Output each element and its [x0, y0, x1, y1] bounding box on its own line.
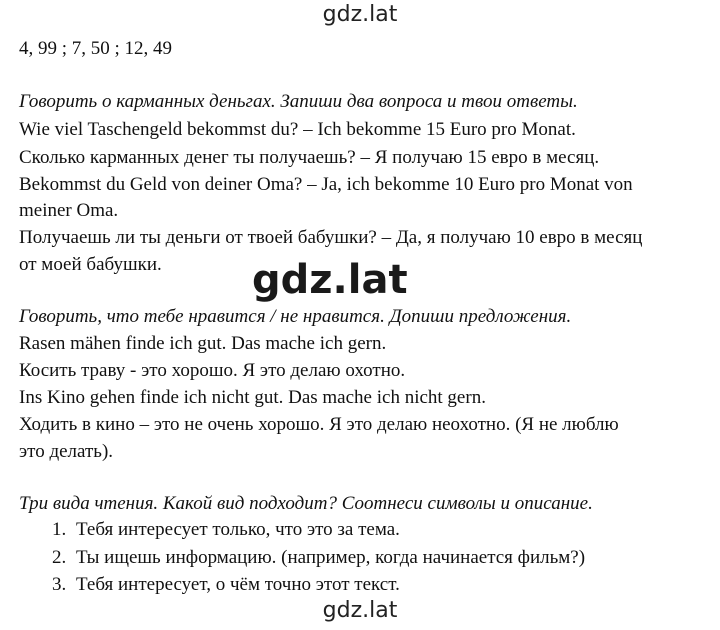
section2-line: Косить траву - это хорошо. Я это делаю охотно.: [19, 360, 406, 381]
prices-line: 4, 99 ; 7, 50 ; 12, 49: [19, 38, 173, 59]
section1-line: Wie viel Taschengeld bekommst du? – Ich bekomme 15 Euro pro Monat.: [19, 119, 576, 140]
list-item-text: Тебя интересует только, что это за тема.: [76, 519, 400, 540]
list-item-number: 2.: [52, 547, 67, 568]
section1-heading: Говорить о карманных деньгах. Запиши два вопроса и твои ответы.: [19, 91, 578, 112]
section1-line: от моей бабушки.: [19, 254, 162, 275]
section3-heading: Три вида чтения. Какой вид подходит? Соотнеси символы и описание.: [19, 493, 593, 514]
section2-line: Ходить в кино – это не очень хорошо. Я это делаю неохотно. (Я не люблю: [19, 414, 619, 435]
section2-heading: Говорить, что тебе нравится / не нравится. Допиши предложения.: [19, 306, 572, 327]
watermark-middle: gdz.lat: [252, 257, 408, 303]
section1-line: Сколько карманных денег ты получаешь? – Я получаю 15 евро в месяц.: [19, 147, 600, 168]
watermark-top: gdz.lat: [322, 2, 398, 27]
section1-line: meiner Oma.: [19, 200, 119, 221]
section1-line: Bekommst du Geld von deiner Oma? – Ja, ich bekomme 10 Euro pro Monat von: [19, 174, 633, 195]
watermark-bottom: gdz.lat: [322, 598, 398, 623]
section2-line: Ins Kino gehen finde ich nicht gut. Das mache ich nicht gern.: [19, 387, 486, 408]
list-item-text: Тебя интересует, о чём точно этот текст.: [76, 574, 400, 595]
section2-line: это делать).: [19, 441, 114, 462]
list-item-number: 3.: [52, 574, 67, 595]
list-item-text: Ты ищешь информацию. (например, когда начинается фильм?): [76, 547, 586, 568]
section1-line: Получаешь ли ты деньги от твоей бабушки? – Да, я получаю 10 евро в месяц: [19, 227, 643, 248]
section2-line: Rasen mähen finde ich gut. Das mache ich gern.: [19, 333, 387, 354]
list-item-number: 1.: [52, 519, 67, 540]
